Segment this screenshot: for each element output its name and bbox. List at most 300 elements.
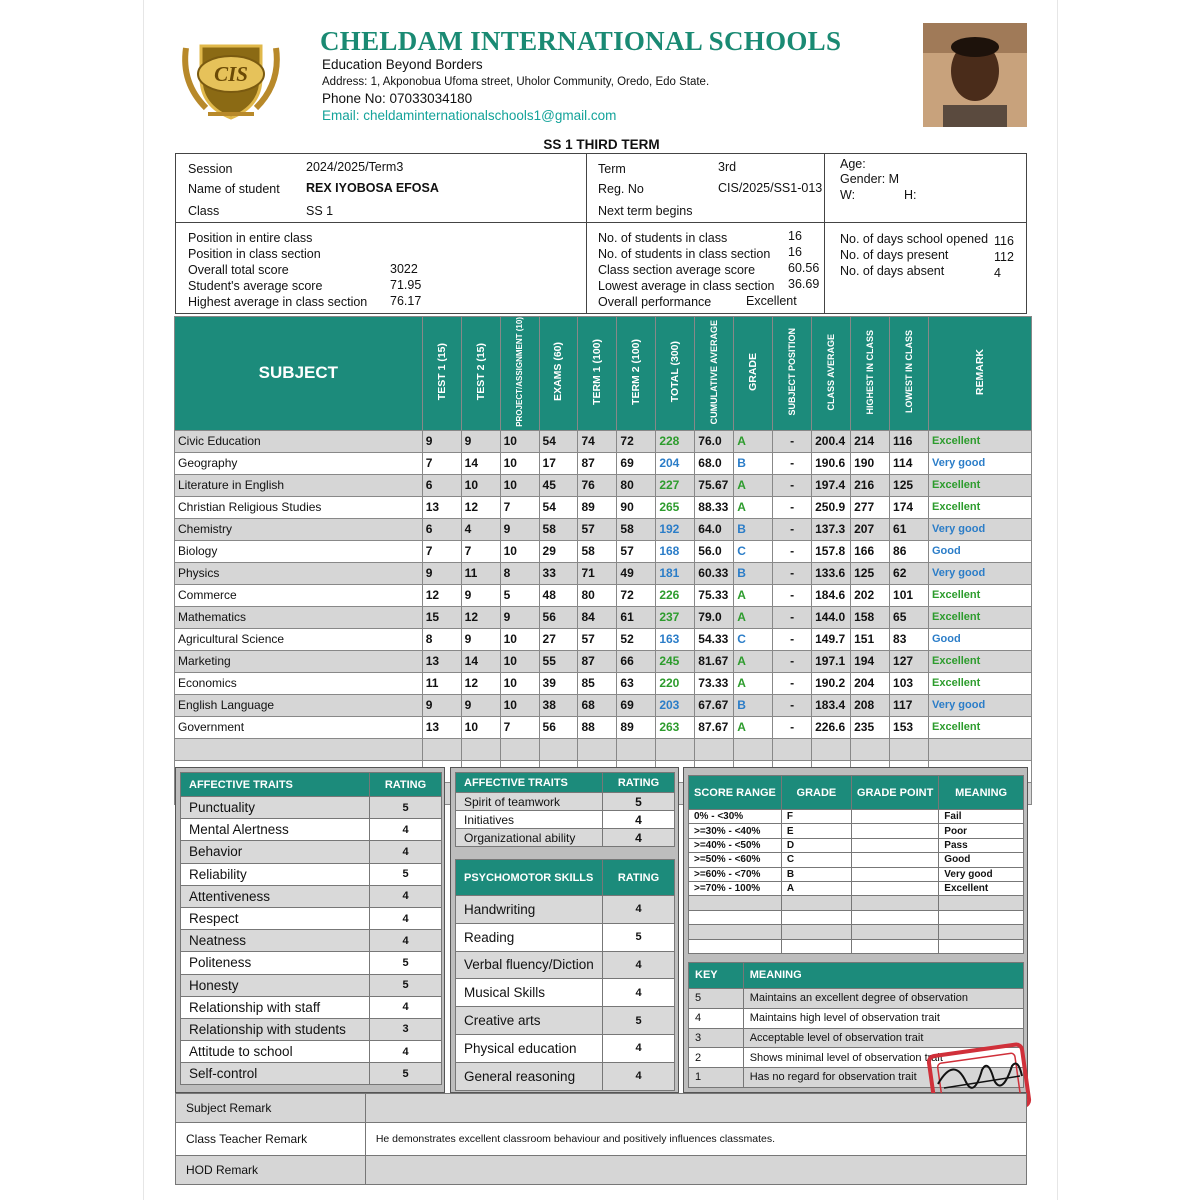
reg-value: CIS/2025/SS1-013 (718, 181, 823, 195)
cell-p: 10 (500, 474, 539, 496)
subject-name: Geography (175, 452, 423, 474)
cell-ex: 45 (539, 474, 578, 496)
table-row (689, 853, 1024, 867)
cell-cum: 67.67 (695, 694, 734, 716)
grade-point (851, 824, 938, 838)
cell-gr: A (734, 584, 773, 606)
trait-label: Mental Alertness (181, 819, 370, 841)
trait-rating: 4 (603, 829, 675, 847)
cell-p: 9 (500, 606, 539, 628)
cell-tm2: 90 (617, 496, 656, 518)
empty-row (689, 939, 1024, 953)
cell-tot: 245 (656, 650, 695, 672)
days-opened-value: 116 (994, 234, 1014, 248)
cell-tm1: 84 (578, 606, 617, 628)
cell-t1: 9 (422, 694, 461, 716)
table-header-row (456, 773, 675, 793)
cell-t2: 11 (461, 562, 500, 584)
cell-gr: A (734, 496, 773, 518)
cell-t2: 10 (461, 716, 500, 738)
table-row (175, 496, 1032, 518)
empty-cell (695, 738, 734, 760)
empty-cell (851, 939, 938, 953)
term-label: Term (598, 162, 626, 176)
subject-name: Commerce (175, 584, 423, 606)
table-row (175, 562, 1032, 584)
empty-cell (812, 738, 851, 760)
cell-cum: 64.0 (695, 518, 734, 540)
table-row (181, 885, 442, 907)
cell-cum: 87.67 (695, 716, 734, 738)
header-subject: SUBJECT (175, 317, 423, 431)
cell-lo: 101 (890, 584, 929, 606)
cell-ex: 33 (539, 562, 578, 584)
trait-rating: 4 (603, 979, 675, 1007)
cell-t1: 12 (422, 584, 461, 606)
trait-rating: 4 (370, 841, 442, 863)
table-row (456, 1007, 675, 1035)
grade-letter: F (781, 810, 851, 824)
cell-tm2: 63 (617, 672, 656, 694)
cell-gr: A (734, 650, 773, 672)
subject-name: Biology (175, 540, 423, 562)
table-row (456, 829, 675, 847)
cell-cum: 73.33 (695, 672, 734, 694)
table-row (181, 952, 442, 974)
empty-cell (890, 738, 929, 760)
empty-cell (851, 738, 890, 760)
trait-label: Neatness (181, 930, 370, 952)
cell-hi: 208 (851, 694, 890, 716)
cell-rem: Excellent (929, 496, 1032, 518)
header-position: SUBJECT POSITION (773, 317, 812, 431)
cell-cum: 79.0 (695, 606, 734, 628)
key-header: KEY (689, 962, 744, 988)
trait-label: Organizational ability (456, 829, 603, 847)
empty-cell (689, 896, 782, 910)
cell-t1: 7 (422, 540, 461, 562)
cell-pos: - (773, 606, 812, 628)
affective-title: AFFECTIVE TRAITS (181, 773, 370, 797)
subject-scores-table (174, 316, 1032, 805)
table-row (689, 838, 1024, 852)
cell-hi: 214 (851, 430, 890, 452)
cell-rem: Excellent (929, 606, 1032, 628)
cell-cum: 88.33 (695, 496, 734, 518)
cell-ex: 54 (539, 430, 578, 452)
cell-rem: Excellent (929, 430, 1032, 452)
cell-hi: 190 (851, 452, 890, 474)
trait-rating: 3 (370, 1018, 442, 1040)
grade-letter: C (781, 853, 851, 867)
school-name: CHELDAM INTERNATIONAL SCHOOLS (320, 26, 842, 56)
lowest-average-value: 36.69 (788, 277, 820, 291)
cell-cum: 75.33 (695, 584, 734, 606)
cell-t2: 9 (461, 584, 500, 606)
header-project: PROJECT/ASSIGNMENT (10) (500, 317, 539, 431)
grading-grade-header: GRADE (781, 776, 851, 810)
cell-t2: 10 (461, 474, 500, 496)
subject-name: Economics (175, 672, 423, 694)
cell-pos: - (773, 672, 812, 694)
students-label: No. of students in class (598, 231, 728, 245)
subject-name: Civic Education (175, 430, 423, 452)
cell-gr: A (734, 606, 773, 628)
header-test2: TEST 2 (15) (461, 317, 500, 431)
cell-p: 10 (500, 650, 539, 672)
grade-meaning: Excellent (939, 881, 1024, 895)
cell-hi: 158 (851, 606, 890, 628)
total-score-label: Overall total score (188, 263, 289, 277)
subject-name: Chemistry (175, 518, 423, 540)
name-label: Name of student (188, 182, 280, 196)
table-row (181, 797, 442, 819)
empty-cell (939, 910, 1024, 924)
header-lowest: LOWEST IN CLASS (890, 317, 929, 431)
key-meaning-header: MEANING (743, 962, 1023, 988)
trait-rating: 4 (370, 1041, 442, 1063)
trait-label: Honesty (181, 974, 370, 996)
table-row (175, 694, 1032, 716)
cell-cum: 56.0 (695, 540, 734, 562)
cell-tm1: 89 (578, 496, 617, 518)
table-row (456, 979, 675, 1007)
cell-rem: Good (929, 628, 1032, 650)
empty-cell (689, 925, 782, 939)
cell-lo: 62 (890, 562, 929, 584)
cell-tm1: 87 (578, 650, 617, 672)
empty-row (689, 910, 1024, 924)
svg-text:CIS: CIS (214, 62, 248, 86)
trait-rating: 5 (370, 974, 442, 996)
cell-cavg: 137.3 (812, 518, 851, 540)
cell-hi: 216 (851, 474, 890, 496)
empty-cell (929, 738, 1032, 760)
table-row (181, 996, 442, 1018)
cell-ex: 55 (539, 650, 578, 672)
hod-remark-field[interactable] (365, 1156, 1026, 1185)
school-address: Address: 1, Akponobua Ufoma street, Uholor Community, Oredo, Edo State. (322, 76, 710, 88)
empty-cell (578, 738, 617, 760)
header-test1: TEST 1 (15) (422, 317, 461, 431)
table-header-row (689, 776, 1024, 810)
term-value: 3rd (718, 160, 737, 174)
cell-tm2: 80 (617, 474, 656, 496)
affective-traits-panel (175, 767, 445, 1093)
cell-ex: 58 (539, 518, 578, 540)
school-email: Email: cheldaminternationalschools1@gmail.com (322, 108, 617, 123)
position-entire-label: Position in entire class (188, 231, 313, 245)
cell-tot: 237 (656, 606, 695, 628)
header-grade: GRADE (734, 317, 773, 431)
grade-letter: B (781, 867, 851, 881)
cell-t2: 14 (461, 650, 500, 672)
trait-label: Creative arts (456, 1007, 603, 1035)
empty-row (175, 738, 1032, 760)
trait-rating: 4 (370, 907, 442, 929)
cell-cum: 75.67 (695, 474, 734, 496)
table-row (456, 793, 675, 811)
subject-name: Marketing (175, 650, 423, 672)
cell-pos: - (773, 452, 812, 474)
empty-cell (689, 939, 782, 953)
gender-label: Gender: M (840, 172, 900, 186)
affective-traits-table-2 (455, 772, 675, 847)
table-row (181, 1041, 442, 1063)
cell-rem: Excellent (929, 474, 1032, 496)
cell-gr: A (734, 474, 773, 496)
cell-cum: 68.0 (695, 452, 734, 474)
trait-rating: 4 (603, 811, 675, 829)
cell-hi: 151 (851, 628, 890, 650)
cell-tot: 227 (656, 474, 695, 496)
trait-label: Punctuality (181, 797, 370, 819)
empty-cell (461, 738, 500, 760)
cell-pos: - (773, 430, 812, 452)
cell-lo: 125 (890, 474, 929, 496)
table-row (456, 811, 675, 829)
hod-remark-label: HOD Remark (176, 1156, 366, 1185)
header-remark: REMARK (929, 317, 1032, 431)
cell-t1: 13 (422, 496, 461, 518)
key-meaning: Acceptable level of observation trait (743, 1028, 1023, 1048)
cell-gr: B (734, 518, 773, 540)
cell-t1: 7 (422, 452, 461, 474)
trait-label: Behavior (181, 841, 370, 863)
empty-cell (939, 925, 1024, 939)
days-opened-label: No. of days school opened (840, 232, 989, 246)
weight-label: W: (840, 188, 856, 202)
section-average-label: Class section average score (598, 263, 756, 277)
subject-name: Literature in English (175, 474, 423, 496)
cell-tm2: 69 (617, 452, 656, 474)
students-value: 16 (788, 229, 802, 243)
table-header-row (689, 962, 1024, 988)
cell-pos: - (773, 628, 812, 650)
key-value: 4 (689, 1008, 744, 1028)
cell-cavg: 226.6 (812, 716, 851, 738)
days-present-value: 112 (994, 250, 1014, 264)
cell-tm2: 57 (617, 540, 656, 562)
cell-cavg: 197.4 (812, 474, 851, 496)
key-value: 2 (689, 1048, 744, 1068)
cell-lo: 83 (890, 628, 929, 650)
teacher-remark-text[interactable]: He demonstrates excellent classroom behaviour and positively influences classmates. (365, 1123, 1026, 1156)
school-motto: Education Beyond Borders (322, 57, 483, 72)
cell-ex: 48 (539, 584, 578, 606)
cell-rem: Excellent (929, 716, 1032, 738)
grade-range: >=30% - <40% (689, 824, 782, 838)
highest-average-label: Highest average in class section (188, 295, 368, 309)
cell-cavg: 157.8 (812, 540, 851, 562)
key-value: 1 (689, 1068, 744, 1088)
grade-point (851, 838, 938, 852)
key-meaning: Maintains high level of observation trait (743, 1008, 1023, 1028)
cell-t2: 9 (461, 694, 500, 716)
grade-point (851, 881, 938, 895)
empty-cell (656, 738, 695, 760)
section-average-value: 60.56 (788, 261, 820, 275)
cell-cavg: 144.0 (812, 606, 851, 628)
cell-lo: 61 (890, 518, 929, 540)
grade-meaning: Good (939, 853, 1024, 867)
trait-label: Politeness (181, 952, 370, 974)
empty-cell (781, 939, 851, 953)
empty-cell (422, 738, 461, 760)
table-row (181, 819, 442, 841)
cell-ex: 27 (539, 628, 578, 650)
cell-gr: B (734, 562, 773, 584)
session-value: 2024/2025/Term3 (306, 160, 404, 174)
cell-tm1: 57 (578, 518, 617, 540)
psychomotor-table (455, 859, 675, 1091)
trait-label: Attentiveness (181, 885, 370, 907)
trait-label: Relationship with students (181, 1018, 370, 1040)
cell-tot: 263 (656, 716, 695, 738)
table-row (181, 930, 442, 952)
cell-pos: - (773, 518, 812, 540)
subject-name: English Language (175, 694, 423, 716)
affective-rating-label: RATING (370, 773, 442, 797)
subject-name: Christian Religious Studies (175, 496, 423, 518)
cell-t1: 13 (422, 716, 461, 738)
subject-name: Government (175, 716, 423, 738)
grade-range: >=70% - 100% (689, 881, 782, 895)
cell-tot: 265 (656, 496, 695, 518)
trait-rating: 4 (603, 896, 675, 924)
school-phone: Phone No: 07033034180 (322, 91, 473, 106)
cell-tm1: 87 (578, 452, 617, 474)
lowest-average-label: Lowest average in class section (598, 279, 775, 293)
traits-skills-panel (450, 767, 679, 1093)
cell-tm1: 68 (578, 694, 617, 716)
cell-ex: 54 (539, 496, 578, 518)
cell-hi: 166 (851, 540, 890, 562)
cell-p: 9 (500, 518, 539, 540)
cell-p: 7 (500, 716, 539, 738)
cell-p: 5 (500, 584, 539, 606)
table-row (689, 881, 1024, 895)
cell-lo: 116 (890, 430, 929, 452)
grade-point (851, 853, 938, 867)
cell-tot: 192 (656, 518, 695, 540)
grade-point (851, 810, 938, 824)
table-row (175, 518, 1032, 540)
empty-cell (175, 738, 423, 760)
performance-label: Overall performance (598, 295, 712, 309)
cell-ex: 29 (539, 540, 578, 562)
teacher-remark-row (176, 1123, 1027, 1156)
cell-tot: 228 (656, 430, 695, 452)
cell-rem: Excellent (929, 672, 1032, 694)
trait-label: Physical education (456, 1034, 603, 1062)
cell-t2: 14 (461, 452, 500, 474)
cell-pos: - (773, 694, 812, 716)
cell-t2: 12 (461, 672, 500, 694)
table-row (175, 540, 1032, 562)
empty-cell (939, 939, 1024, 953)
cell-lo: 114 (890, 452, 929, 474)
cell-lo: 127 (890, 650, 929, 672)
grade-range: >=50% - <60% (689, 853, 782, 867)
teacher-remark-label: Class Teacher Remark (176, 1123, 366, 1156)
cell-hi: 277 (851, 496, 890, 518)
table-row (175, 606, 1032, 628)
student-photo (923, 23, 1027, 127)
days-present-label: No. of days present (840, 248, 949, 262)
cell-ex: 56 (539, 606, 578, 628)
table-row (181, 841, 442, 863)
cell-cavg: 149.7 (812, 628, 851, 650)
grade-range: 0% - <30% (689, 810, 782, 824)
cell-t2: 9 (461, 628, 500, 650)
empty-row (689, 896, 1024, 910)
cell-cavg: 190.6 (812, 452, 851, 474)
trait-rating: 4 (603, 951, 675, 979)
trait-label: Handwriting (456, 896, 603, 924)
trait-rating: 4 (370, 819, 442, 841)
subject-remark-field[interactable] (365, 1094, 1026, 1123)
cell-tm2: 72 (617, 584, 656, 606)
trait-label: Reading (456, 923, 603, 951)
cell-gr: B (734, 694, 773, 716)
position-section-label: Position in class section (188, 247, 321, 261)
grade-letter: A (781, 881, 851, 895)
trait-label: Musical Skills (456, 979, 603, 1007)
cell-cum: 81.67 (695, 650, 734, 672)
term-title: SS 1 THIRD TERM (543, 137, 660, 152)
table-row (456, 951, 675, 979)
trait-rating: 5 (370, 1063, 442, 1085)
cell-p: 10 (500, 452, 539, 474)
cell-tm1: 58 (578, 540, 617, 562)
empty-cell (781, 896, 851, 910)
cell-hi: 207 (851, 518, 890, 540)
cell-cavg: 183.4 (812, 694, 851, 716)
cell-t2: 4 (461, 518, 500, 540)
trait-label: Respect (181, 907, 370, 929)
trait-label: Attitude to school (181, 1041, 370, 1063)
cell-tm2: 72 (617, 430, 656, 452)
table-row (689, 824, 1024, 838)
cell-hi: 194 (851, 650, 890, 672)
hod-remark-row (176, 1156, 1027, 1185)
cell-tm2: 69 (617, 694, 656, 716)
cell-hi: 204 (851, 672, 890, 694)
table-row (175, 584, 1032, 606)
header-exams: EXAMS (60) (539, 317, 578, 431)
table-row (175, 628, 1032, 650)
psychomotor-title: PSYCHOMOTOR SKILLS (456, 860, 603, 896)
empty-cell (939, 896, 1024, 910)
key-value: 3 (689, 1028, 744, 1048)
grade-range: >=60% - <70% (689, 867, 782, 881)
average-score-value: 71.95 (390, 278, 422, 292)
cell-cum: 76.0 (695, 430, 734, 452)
trait-label: Self-control (181, 1063, 370, 1085)
cell-rem: Very good (929, 452, 1032, 474)
table-row (181, 974, 442, 996)
cell-t1: 9 (422, 430, 461, 452)
table-row (456, 923, 675, 951)
empty-cell (851, 925, 938, 939)
table-row (175, 452, 1032, 474)
cell-pos: - (773, 540, 812, 562)
days-absent-value: 4 (994, 266, 1001, 280)
table-row (181, 1063, 442, 1085)
cell-t1: 11 (422, 672, 461, 694)
total-score-value: 3022 (390, 262, 418, 276)
